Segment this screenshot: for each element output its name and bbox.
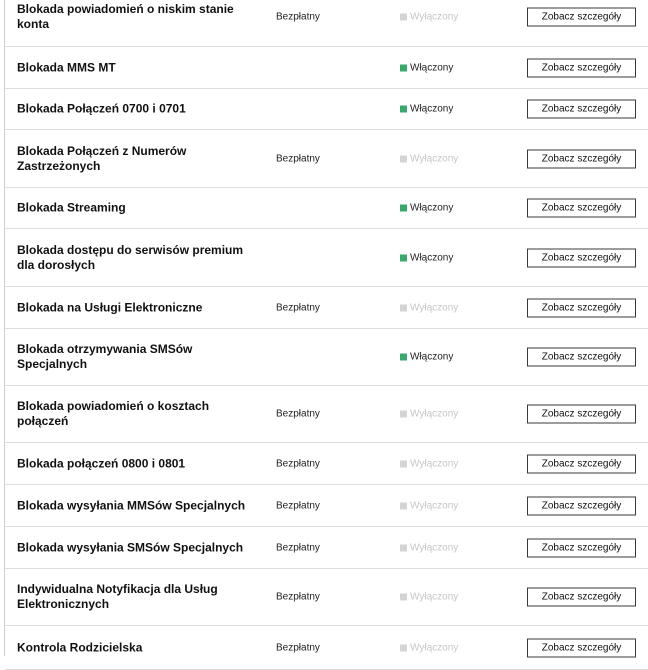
service-price: Bezpłatny (276, 542, 320, 553)
service-status (400, 12, 458, 23)
status-on-indicator-icon (400, 64, 407, 71)
service-price: Bezpłatny (276, 642, 320, 653)
status-label: Wyłączony (410, 153, 459, 164)
service-price: Bezpłatny (276, 302, 320, 313)
status-on-indicator-icon (400, 205, 407, 212)
status-label: Wyłączony (410, 11, 459, 23)
details-button[interactable]: Zobacz szczegóły (527, 298, 636, 317)
service-status (400, 542, 458, 553)
status-label: Włączony (410, 202, 454, 214)
service-name: Blokada połączeń 0800 i 0801 (17, 456, 186, 470)
status-off-indicator-icon (400, 14, 407, 21)
service-status (400, 302, 458, 313)
service-row (5, 47, 648, 89)
service-price: Bezpłatny (276, 591, 320, 603)
service-row (5, 329, 648, 386)
status-label: Wyłączony (410, 408, 459, 420)
service-status (400, 352, 453, 363)
service-status (400, 500, 458, 511)
service-row (5, 188, 648, 229)
service-price: Bezpłatny (276, 11, 320, 23)
details-button[interactable]: Zobacz szczegóły (527, 538, 636, 557)
service-status (400, 203, 453, 214)
service-name: Blokada powiadomień o niskim stanie konta (17, 2, 234, 31)
service-name: Blokada wysyłania MMSów Specjalnych (17, 498, 246, 512)
status-off-indicator-icon (400, 644, 407, 651)
status-label: Włączony (410, 351, 454, 363)
status-off-indicator-icon (400, 411, 407, 418)
details-button[interactable]: Zobacz szczegóły (527, 454, 636, 473)
service-name: Blokada Streaming (17, 200, 126, 215)
service-row (5, 89, 648, 130)
service-row (5, 0, 648, 47)
status-off-indicator-icon (400, 460, 407, 467)
service-price: Bezpłatny (276, 500, 320, 511)
service-row (5, 485, 648, 527)
status-label: Wyłączony (410, 642, 459, 653)
status-label: Wyłączony (410, 591, 459, 603)
service-status (400, 642, 458, 653)
service-name: Blokada Połączeń z Numerów Zastrzeżonych (17, 143, 187, 173)
status-label: Wyłączony (410, 302, 459, 313)
service-name: Indywidualna Notyfikacja dla Usług Elektronicznych (17, 582, 218, 611)
details-button[interactable]: Zobacz szczegóły (527, 248, 636, 267)
service-name: Blokada wysyłania SMSów Specjalnych (17, 540, 244, 554)
details-button[interactable]: Zobacz szczegóły (527, 588, 636, 607)
details-button[interactable]: Zobacz szczegóły (527, 100, 636, 119)
service-status (400, 62, 453, 73)
service-price: Bezpłatny (276, 408, 320, 420)
service-name: Blokada MMS MT (17, 60, 116, 74)
service-row (5, 626, 648, 670)
details-button[interactable]: Zobacz szczegóły (527, 58, 636, 77)
service-price: Bezpłatny (276, 458, 320, 469)
details-button[interactable]: Zobacz szczegóły (527, 149, 636, 168)
details-button[interactable]: Zobacz szczegóły (527, 199, 636, 218)
status-off-indicator-icon (400, 155, 407, 162)
service-price: Bezpłatny (276, 153, 320, 164)
status-on-indicator-icon (400, 106, 407, 113)
service-name: Blokada dostępu do serwisów premium dla dorosłych (17, 242, 244, 272)
status-off-indicator-icon (400, 502, 407, 509)
status-on-indicator-icon (400, 354, 407, 361)
service-row (5, 130, 648, 188)
service-status (400, 153, 458, 164)
details-button[interactable]: Zobacz szczegóły (527, 638, 636, 657)
status-label: Wyłączony (410, 542, 459, 553)
details-button[interactable]: Zobacz szczegóły (527, 405, 636, 424)
service-name: Kontrola Rodzicielska (17, 640, 143, 654)
service-row (5, 229, 648, 287)
details-button[interactable]: Zobacz szczegóły (527, 8, 636, 27)
service-row (5, 527, 648, 569)
service-row (5, 443, 648, 485)
service-name: Blokada otrzymywania SMSów Specjalnych (17, 342, 193, 371)
service-status (400, 409, 458, 420)
details-button[interactable]: Zobacz szczegóły (527, 348, 636, 367)
service-status (400, 252, 453, 263)
service-name: Blokada na Usługi Elektroniczne (17, 300, 203, 314)
details-button[interactable]: Zobacz szczegóły (527, 496, 636, 515)
status-on-indicator-icon (400, 254, 407, 261)
service-status (400, 592, 458, 603)
status-label: Włączony (410, 62, 454, 73)
status-off-indicator-icon (400, 304, 407, 311)
service-row (5, 287, 648, 329)
status-label: Wyłączony (410, 500, 459, 511)
status-off-indicator-icon (400, 594, 407, 601)
status-label: Wyłączony (410, 458, 459, 469)
service-row (5, 386, 648, 443)
status-label: Włączony (410, 252, 454, 263)
status-off-indicator-icon (400, 544, 407, 551)
service-name: Blokada powiadomień o kosztach połączeń (17, 399, 210, 428)
service-status (400, 458, 458, 469)
service-name: Blokada Połączeń 0700 i 0701 (17, 101, 186, 116)
status-label: Włączony (410, 103, 454, 115)
service-row (5, 569, 648, 626)
service-status (400, 104, 453, 115)
